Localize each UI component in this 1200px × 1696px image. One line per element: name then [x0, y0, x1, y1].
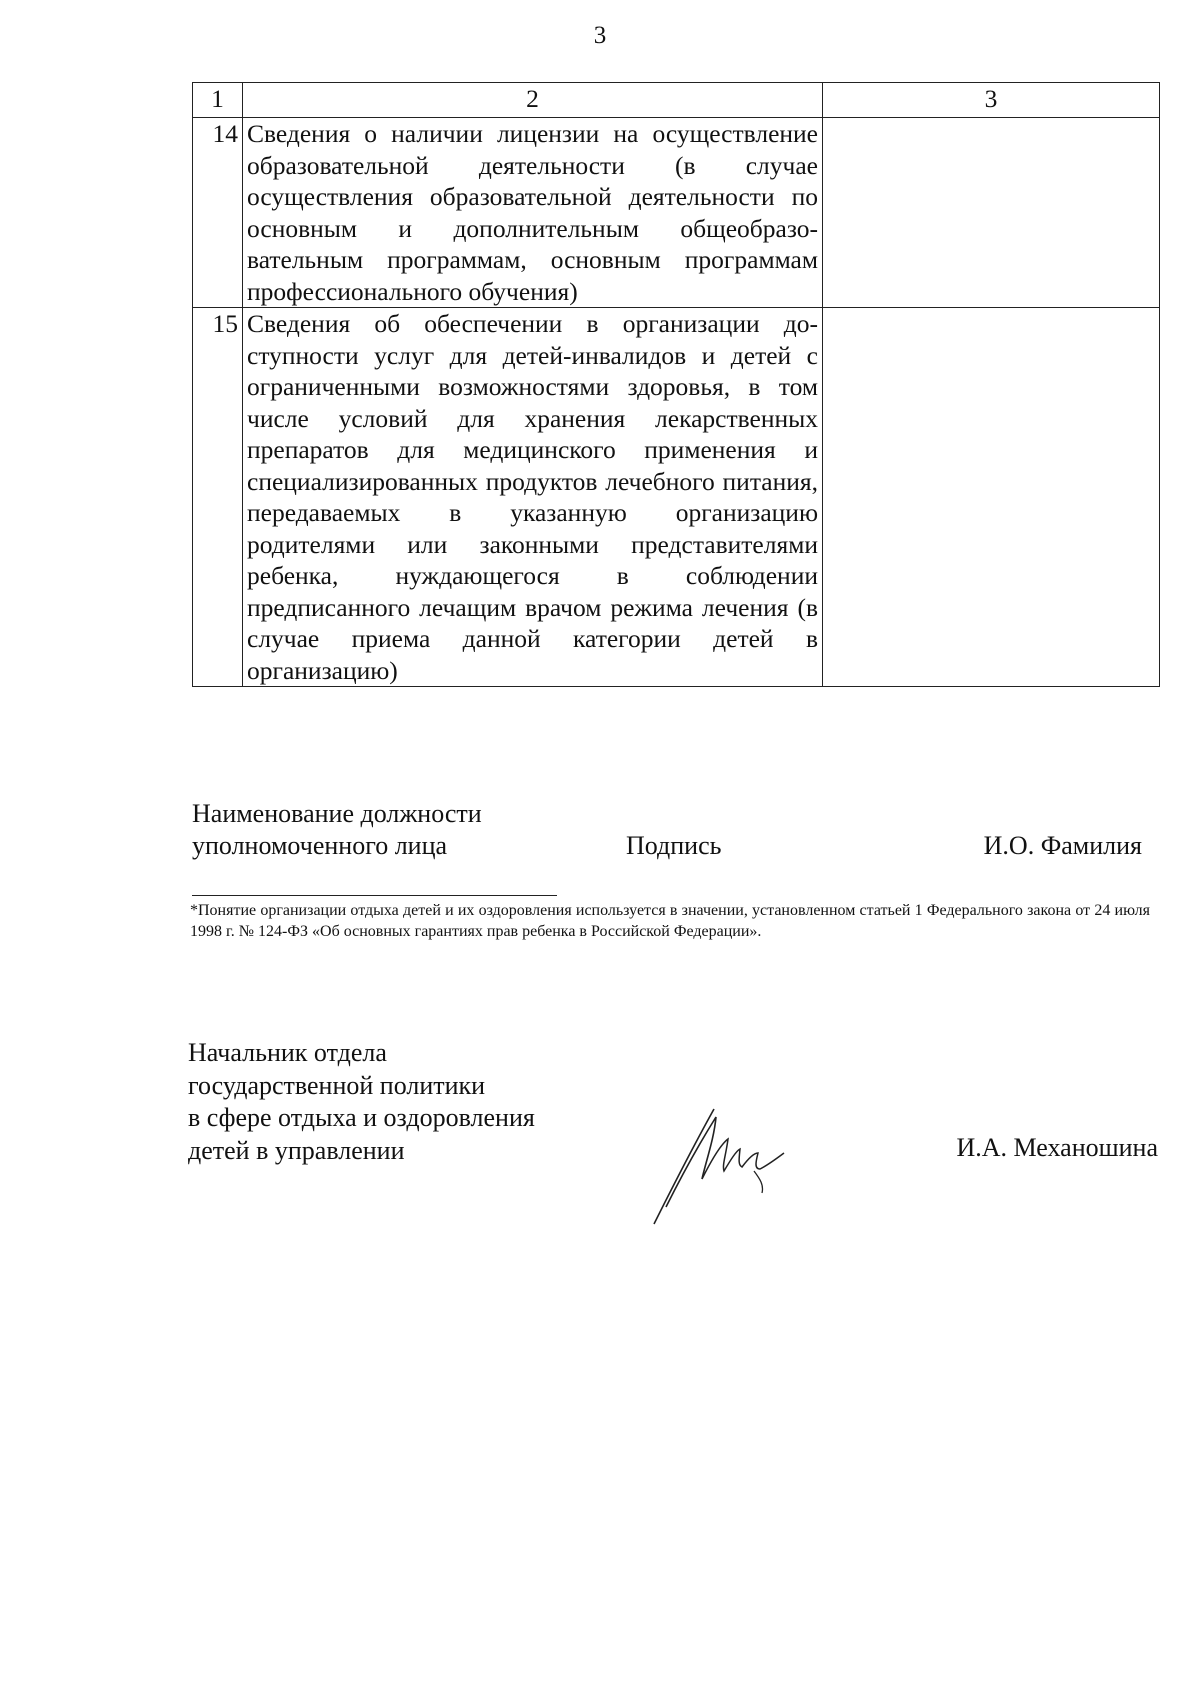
row-description: Сведения о наличии лицензии на осуществление образовательной деятельности (в случае осуществления образовательной деятельности по основным и дополнительным общеобразовательным программам, основным программам профессионального обучения) — [243, 118, 823, 308]
table-row — [193, 118, 1160, 308]
column-header-description: 2 — [243, 83, 823, 118]
handwritten-signature — [644, 1099, 814, 1229]
table-header-row — [193, 83, 1160, 118]
table-row — [193, 308, 1160, 687]
position-label: Наименование должности уполномоченного лица — [192, 799, 482, 860]
row-value — [823, 118, 1160, 308]
row-value — [823, 308, 1160, 687]
footnote-divider — [192, 895, 557, 896]
data-table — [192, 82, 1160, 687]
official-title-line: государственной политики — [188, 1070, 486, 1100]
page-number: 3 — [593, 22, 607, 49]
column-header-value: 3 — [823, 83, 1160, 118]
row-number: 15 — [193, 308, 243, 687]
signature-label: Подпись — [626, 831, 722, 860]
official-signature-block — [188, 1037, 1158, 1177]
row-number: 14 — [193, 118, 243, 308]
name-label: И.О. Фамилия — [983, 831, 1142, 860]
row-description: Сведения об обеспечении в организации доступности услуг для детей-инвалидов и детей с ограниченными возможностями здоровья, в том числе условий для хранения лекарственных препаратов для медицинского применения и специализированных продуктов лечебного питания, передаваемых в указанную организацию родителями или законными представителями ребенка, нуждающегося в соблюдении предписанного лечащим врачом режима лечения (в случае приема данной категории детей в организацию) — [243, 308, 823, 687]
official-name: И.А. Механошина — [956, 1133, 1158, 1162]
official-title-line: Начальник отдела — [188, 1038, 387, 1067]
official-title — [188, 1037, 608, 1167]
footnote: *Понятие организации отдыха детей и их оздоровления используется в значении, установленном статьей 1 Федерального закона от 24 июля 1998 г. № 124-ФЗ «Об основных гарантиях прав ребенка в Российской Федерации». — [190, 902, 1150, 940]
official-title-line: детей в управлении — [188, 1135, 405, 1165]
official-title-line: в сфере отдыха и оздоровления — [188, 1103, 535, 1132]
column-header-number: 1 — [193, 83, 243, 118]
